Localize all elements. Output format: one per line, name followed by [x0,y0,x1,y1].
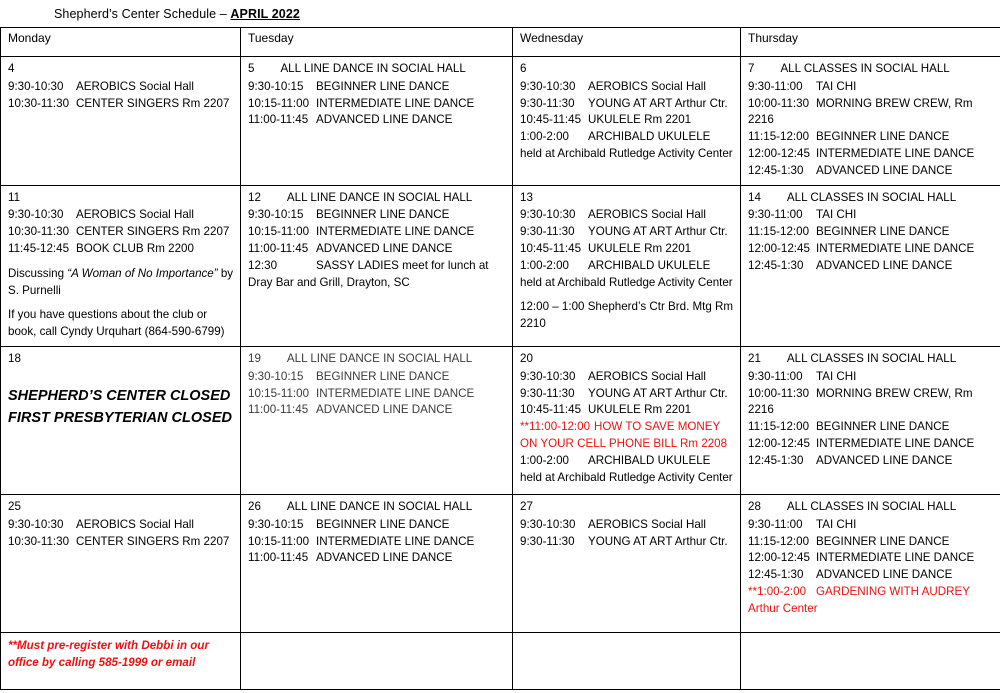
event-time: 9:30-11:00 [748,79,803,93]
event-name: YOUNG AT ART [588,225,673,239]
day-number: 20 [520,351,533,365]
event-entry [748,584,994,618]
event-name: UKULELE [588,113,641,127]
event-entry [248,369,506,386]
event-time: 1:00-2:00 [520,258,569,272]
day-content [741,347,1000,494]
event-name: CENTER SINGERS [76,96,180,110]
event-time: 9:30-10:15 [248,517,304,531]
event-location: Rm 2207 [179,96,230,110]
event-entry [520,369,734,386]
event-time: 10:45-11:45 [520,113,582,127]
event-name: INTERMEDIATE LINE DANCE [316,386,475,400]
event-location: Arthur Ctr. [672,386,728,400]
event-name: ADVANCED LINE DANCE [816,163,953,177]
calendar-week-row [1,57,1000,186]
day-headline: ALL CLASSES IN SOCIAL HALL [786,190,957,204]
calendar-day-cell [1,185,241,346]
day-content [741,186,1000,335]
event-time: 9:30-10:15 [248,208,304,222]
day-content [513,186,740,338]
day-number-row [520,499,734,516]
day-number: 4 [8,62,15,75]
event-name: BEGINNER LINE DANCE [316,369,450,383]
event-name: ADVANCED LINE DANCE [316,241,453,255]
event-entry [520,517,734,534]
day-note: If you have questions about the club or book, call Cyndy Urquhart (864-590-6799) [8,308,225,339]
day-headline: ALL LINE DANCE IN SOCIAL HALL [286,499,473,513]
event-name: AEROBICS [588,517,648,531]
event-entry [248,79,506,96]
event-time: 12:45-1:30 [748,568,804,582]
event-entry [748,146,994,163]
event-entry [520,453,734,487]
day-note [8,266,234,300]
event-location: Arthur Center [748,601,818,615]
day-number-row [748,61,994,78]
day-number-row [8,61,234,78]
day-number: 19 [248,351,261,365]
event-entry [248,112,506,129]
event-name: UKULELE [588,403,641,417]
day-number: 13 [520,190,533,204]
day-note: 12:00 – 1:00 Shepherd’s Ctr Brd. Mtg Rm 2210 [520,300,734,331]
event-entry [8,241,234,258]
event-name: BEGINNER LINE DANCE [816,420,950,434]
event-name: BEGINNER LINE DANCE [316,208,450,222]
event-time: 9:30-11:00 [748,208,803,222]
event-name: BOOK CLUB [76,241,144,255]
day-content [1,347,240,494]
page-title-prefix: Shepherd’s Center Schedule – [54,7,231,21]
event-time: 9:30-11:30 [520,96,575,110]
event-name: INTERMEDIATE LINE DANCE [816,436,975,450]
event-location: Social Hall [647,208,706,222]
event-time: 11:15-12:00 [748,534,810,548]
event-entry [520,534,734,551]
day-content [513,347,740,494]
page-title [0,0,1000,27]
day-number-row [248,61,506,78]
event-entry [8,79,234,96]
event-time: 12:00-12:45 [748,551,810,565]
event-time: 10:15-11:00 [248,534,310,548]
event-name: AEROBICS [588,208,648,222]
calendar-day-cell [1,632,241,689]
event-entry [748,567,994,584]
event-entry [748,517,994,534]
event-entry [748,369,994,386]
day-number-row [8,499,234,516]
event-entry [520,129,734,163]
day-content [741,633,1000,689]
day-content [513,633,740,689]
day-content [1,186,240,346]
day-content [513,57,740,184]
event-name: CENTER SINGERS [76,225,180,239]
day-content [241,57,512,184]
event-time: 9:30-10:30 [8,208,64,222]
event-name: ADVANCED LINE DANCE [816,453,953,467]
event-name: INTERMEDIATE LINE DANCE [816,146,975,160]
event-name: ADVANCED LINE DANCE [316,403,453,417]
day-number-row [748,351,994,368]
event-time: 12:00-12:45 [748,146,810,160]
event-name: MORNING BREW CREW, [816,96,952,110]
closed-notice [8,386,234,430]
event-location: Social Hall [135,517,194,531]
page-title-month: APRIL 2022 [230,7,300,21]
event-name: AEROBICS [76,517,136,531]
note-text: Discussing [8,266,68,280]
calendar-day-cell [241,346,513,494]
event-name: ARCHIBALD UKULELE [588,258,711,272]
event-entry [748,550,994,567]
event-location: held at Archibald Rutledge Activity Center [520,146,733,160]
column-header-thursday: Thursday [741,28,1000,57]
spacer [520,291,734,299]
event-entry [520,419,734,453]
day-number-row [520,61,734,78]
column-header-wednesday: Wednesday [513,28,741,57]
event-name: ARCHIBALD UKULELE [588,453,711,467]
day-number-row [748,499,994,516]
day-headline: ALL LINE DANCE IN SOCIAL HALL [286,351,473,365]
event-name: BEGINNER LINE DANCE [316,79,450,93]
event-entry [748,96,994,130]
event-name: TAI CHI [816,369,857,383]
calendar-day-cell [241,57,513,186]
event-entry [248,96,506,113]
day-number-row [8,351,234,368]
preregister-note: **Must pre-register with Debbi in our office by calling 585-1999 or email [8,638,209,670]
event-name: ADVANCED LINE DANCE [816,258,953,272]
day-number: 14 [748,190,761,204]
calendar-day-cell [741,632,1000,689]
day-number: 5 [248,62,255,75]
event-entry [8,224,234,241]
event-location: Rm 2208 [676,436,728,450]
calendar-day-cell [1,494,241,632]
day-number: 7 [748,62,755,75]
event-location: meet for lunch at Dray Bar and Grill, Drayton, SC [248,258,489,289]
event-location: Arthur Ctr. [672,225,728,239]
day-headline: ALL LINE DANCE IN SOCIAL HALL [280,62,466,75]
day-number: 26 [248,499,261,513]
day-number: 27 [520,499,533,513]
calendar-day-cell [741,57,1000,186]
event-entry [520,386,734,403]
calendar-day-cell [741,346,1000,494]
column-header-monday: Monday [1,28,241,57]
calendar-day-cell [741,494,1000,632]
event-time: 12:45-1:30 [748,453,804,467]
event-time: 10:15-11:00 [248,225,310,239]
closed-notice-line: SHEPHERD’S CENTER CLOSED [8,387,231,404]
event-time: 10:00-11:30 [748,96,810,110]
event-name: BEGINNER LINE DANCE [816,130,950,144]
event-name: YOUNG AT ART [588,96,673,110]
calendar-day-cell [513,346,741,494]
event-time: 11:15-12:00 [748,420,810,434]
event-time: 9:30-11:00 [748,517,803,531]
event-location: Rm 2207 [179,225,230,239]
event-name: TAI CHI [816,208,857,222]
event-location: Rm 2216 [748,386,973,417]
event-time: 10:15-11:00 [248,386,310,400]
day-content [241,347,512,494]
event-time: 10:45-11:45 [520,403,582,417]
event-name: YOUNG AT ART [588,386,673,400]
day-content [241,495,512,632]
calendar-body [1,57,1000,690]
event-name: HOW TO SAVE MONEY ON YOUR CELL PHONE BILL [520,420,721,450]
event-location: Rm 2201 [640,403,692,417]
event-entry [248,258,506,292]
event-location: Rm 2200 [143,241,194,255]
event-time: 11:15-12:00 [748,130,810,144]
event-entry [8,534,234,551]
event-entry [520,112,734,129]
event-location: Social Hall [647,79,706,93]
event-entry [520,207,734,224]
event-time: 11:45-12:45 [8,241,70,255]
event-location: Social Hall [647,517,706,531]
event-time: 12:00-12:45 [748,241,810,255]
day-number: 11 [8,190,21,204]
event-time: 11:00-11:45 [248,241,309,255]
event-time: 1:00-2:00 [520,130,569,144]
event-location: Rm 2201 [640,241,692,255]
column-header-tuesday: Tuesday [241,28,513,57]
event-name: BEGINNER LINE DANCE [816,534,950,548]
event-time: 11:00-11:45 [248,113,309,127]
day-number: 28 [748,499,761,513]
day-number-row [248,190,506,207]
event-name: INTERMEDIATE LINE DANCE [816,551,975,565]
calendar-header-row [1,28,1000,57]
day-content [1,633,240,689]
event-time: 9:30-10:30 [8,79,64,93]
day-number: 12 [248,190,261,204]
day-content [513,495,740,632]
day-content [741,495,1000,632]
event-time: 10:45-11:45 [520,241,582,255]
event-time: 9:30-10:30 [520,517,576,531]
event-location: Rm 2207 [179,534,230,548]
event-location: held at Archibald Rutledge Activity Center [520,470,733,484]
event-time: 9:30-11:30 [520,534,575,548]
calendar-day-cell [241,185,513,346]
event-name: SASSY LADIES [316,258,399,272]
day-number-row [520,351,734,368]
event-entry [748,163,994,180]
day-headline: ALL CLASSES IN SOCIAL HALL [786,499,957,513]
day-number-row [8,190,234,207]
calendar-day-cell [1,346,241,494]
event-time: 11:15-12:00 [748,225,810,239]
day-number: 6 [520,62,527,75]
event-entry [748,241,994,258]
event-time: 10:00-11:30 [748,386,810,400]
event-name: INTERMEDIATE LINE DANCE [316,225,475,239]
event-entry [748,79,994,96]
day-content [1,57,240,184]
event-entry [748,386,994,420]
event-time: 10:30-11:30 [8,534,70,548]
event-time: 9:30-10:30 [520,208,576,222]
event-name: BEGINNER LINE DANCE [316,517,450,531]
calendar-day-cell [1,57,241,186]
event-location: Social Hall [135,208,194,222]
event-entry [748,129,994,146]
event-name: AEROBICS [588,369,648,383]
day-content [1,495,240,632]
event-time: **1:00-2:00 [748,584,807,598]
day-headline: ALL CLASSES IN SOCIAL HALL [780,62,950,75]
event-entry [520,96,734,113]
event-name: GARDENING WITH AUDREY [816,584,970,598]
event-name: AEROBICS [76,208,136,222]
event-time: 9:30-10:15 [248,79,304,93]
event-name: TAI CHI [816,79,857,93]
event-time: 12:30 [248,258,278,272]
day-number-row [248,499,506,516]
event-location: Arthur Ctr. [672,96,728,110]
event-time: 12:00-12:45 [748,436,810,450]
event-entry [520,402,734,419]
event-entry [748,534,994,551]
day-content [241,633,512,689]
event-name: MORNING BREW CREW, [816,386,952,400]
event-name: BEGINNER LINE DANCE [816,225,950,239]
calendar-day-cell [741,185,1000,346]
event-name: INTERMEDIATE LINE DANCE [816,241,975,255]
calendar-week-row [1,632,1000,689]
event-entry [520,258,734,292]
event-location: Rm 2216 [748,96,973,127]
event-name: ADVANCED LINE DANCE [316,551,453,565]
calendar-day-cell [513,57,741,186]
calendar-day-cell [241,632,513,689]
event-entry [748,419,994,436]
event-location: Arthur Ctr. [672,534,728,548]
event-time: 9:30-10:30 [8,517,64,531]
event-entry [248,550,506,567]
day-headline: ALL CLASSES IN SOCIAL HALL [786,351,957,365]
event-entry [248,402,506,419]
event-entry [520,241,734,258]
day-headline: ALL LINE DANCE IN SOCIAL HALL [286,190,473,204]
event-time: 12:45-1:30 [748,258,804,272]
event-time: 1:00-2:00 [520,453,569,467]
event-name: INTERMEDIATE LINE DANCE [316,534,475,548]
day-number: 25 [8,499,21,513]
calendar-day-cell [513,185,741,346]
event-name: AEROBICS [588,79,648,93]
event-entry [748,453,994,470]
event-location: Social Hall [647,369,706,383]
event-name: ARCHIBALD UKULELE [588,130,711,144]
spacer [8,258,234,266]
event-entry [248,534,506,551]
event-time: 10:30-11:30 [8,225,70,239]
event-name: TAI CHI [816,517,857,531]
day-content [241,186,512,335]
calendar-day-cell [513,632,741,689]
event-entry [248,207,506,224]
day-number-row [520,190,734,207]
event-name: UKULELE [588,241,641,255]
event-entry [520,79,734,96]
event-time: 9:30-11:30 [520,386,575,400]
event-entry [8,517,234,534]
event-entry [520,224,734,241]
day-number-row [248,351,506,368]
calendar-day-cell [513,494,741,632]
event-name: ADVANCED LINE DANCE [316,113,453,127]
event-entry [748,436,994,453]
event-entry [248,224,506,241]
event-entry [748,207,994,224]
event-entry [748,258,994,275]
event-time: 11:00-11:45 [248,403,309,417]
event-name: INTERMEDIATE LINE DANCE [316,96,475,110]
event-entry [8,207,234,224]
event-time: 12:45-1:30 [748,163,804,177]
event-time: 9:30-11:30 [520,225,575,239]
calendar-week-row [1,494,1000,632]
event-time: 9:30-10:15 [248,369,304,383]
event-name: CENTER SINGERS [76,534,180,548]
calendar-week-row [1,346,1000,494]
event-time: 9:30-10:30 [520,79,576,93]
day-content [741,57,1000,185]
day-number: 18 [8,351,21,365]
closed-notice-line: FIRST PRESBYTERIAN CLOSED [8,409,232,426]
day-number-row [748,190,994,207]
spacer [8,299,234,307]
event-location: Social Hall [135,79,194,93]
event-entry [8,96,234,113]
event-entry [748,224,994,241]
event-entry [248,517,506,534]
event-name: AEROBICS [76,79,136,93]
event-entry [248,241,506,258]
book-title: “A Woman of No Importance” [67,266,218,280]
event-time: 9:30-11:00 [748,369,803,383]
calendar-week-row [1,185,1000,346]
event-name: ADVANCED LINE DANCE [816,568,953,582]
event-time: 10:15-11:00 [248,96,310,110]
day-number: 21 [748,351,761,365]
event-name: YOUNG AT ART [588,534,673,548]
calendar-table [0,27,1000,690]
calendar-day-cell [241,494,513,632]
event-entry [248,386,506,403]
event-time: 10:30-11:30 [8,96,70,110]
event-time: 9:30-10:30 [520,369,576,383]
event-time: **11:00-12:00 [520,420,591,434]
note-text: by S. Purnelli [8,266,234,297]
event-time: 11:00-11:45 [248,551,309,565]
event-location: Rm 2201 [640,113,692,127]
event-location: held at Archibald Rutledge Activity Center [520,275,733,289]
